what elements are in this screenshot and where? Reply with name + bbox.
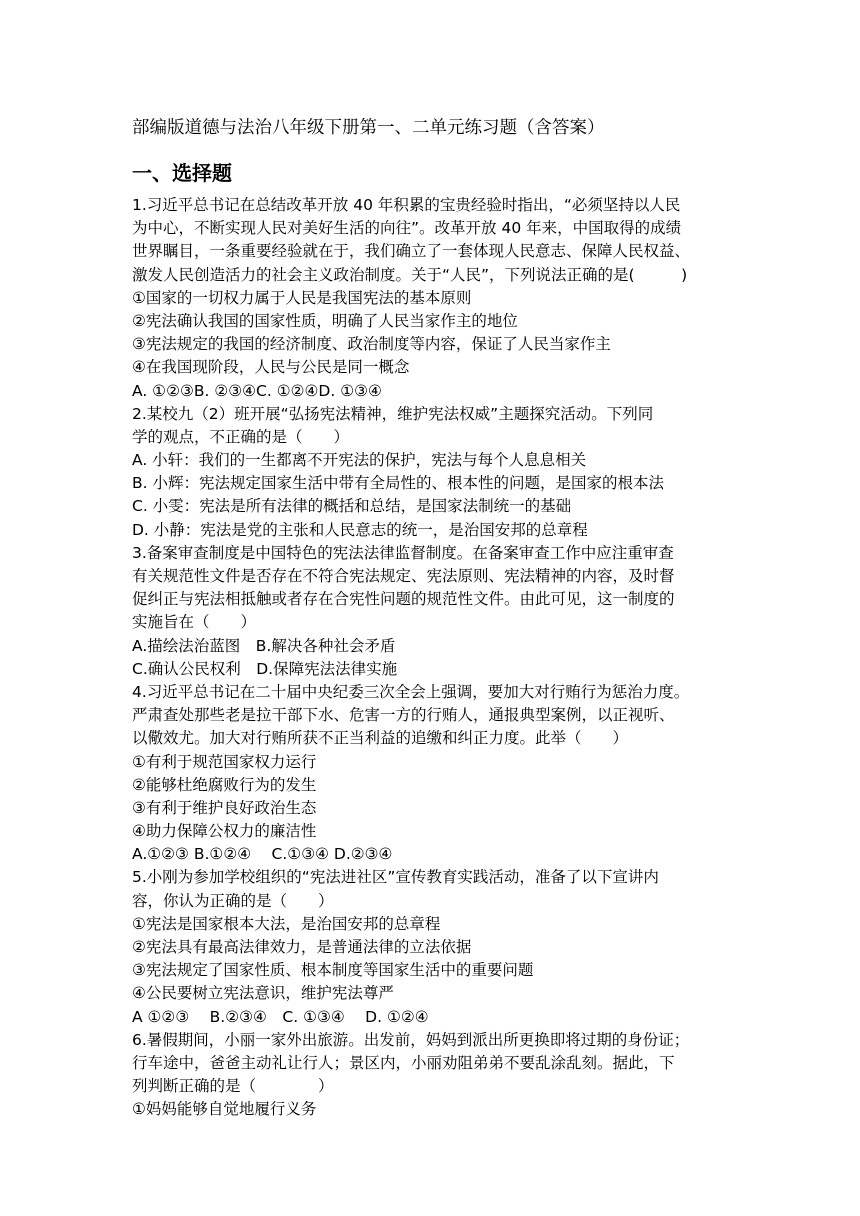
text-line: A.描绘法治蓝图 B.解决各种社会矛盾	[132, 636, 396, 655]
text-line: 容，你认为正确的是（ ）	[132, 891, 334, 910]
question-body	[132, 194, 732, 1122]
text-line: C. 小雯：宪法是所有法律的概括和总结，是国家法制统一的基础	[132, 497, 572, 516]
text-line: ④在我国现阶段，人民与公民是同一概念	[132, 358, 410, 377]
text-line: ①有利于规范国家权力运行	[132, 752, 317, 771]
text-line: ③宪法规定的我国的经济制度、政治制度等内容，保证了人民当家作主	[132, 335, 611, 354]
text-line: A. ①②③B. ②③④C. ①②④D. ①③④	[132, 381, 382, 400]
document-title: 部编版道德与法治八年级下册第一、二单元练习题（含答案）	[132, 118, 605, 138]
text-line: 严肃查处那些老是拉干部下水、危害一方的行贿人，通报典型案例，以正视听、	[132, 706, 675, 725]
text-line: ④助力保障公权力的廉洁性	[132, 822, 317, 841]
section-heading: 一、选择题	[132, 161, 232, 185]
text-line: ④公民要树立宪法意识，维护宪法尊严	[132, 984, 394, 1003]
text-line: 6.暑假期间，小丽一家外出旅游。出发前，妈妈到派出所更换即将过期的身份证；	[132, 1030, 690, 1049]
text-line: 实施旨在（ ）	[132, 613, 257, 632]
text-line: ①宪法是国家根本大法，是治国安邦的总章程	[132, 914, 441, 933]
text-line: 3.备案审查制度是中国特色的宪法法律监督制度。在备案审查工作中应注重审查	[132, 543, 674, 562]
text-line: ③有利于维护良好政治生态	[132, 798, 317, 817]
text-line: ②宪法具有最高法律效力，是普通法律的立法依据	[132, 938, 472, 956]
text-line: 世界瞩目，一条重要经验就在于，我们确立了一套体现人民意志、保障人民权益、	[132, 242, 691, 261]
text-line: A.①②③ B.①②④ C.①③④ D.②③④	[132, 845, 393, 864]
text-line: 促纠正与宪法相抵触或者存在合宪性问题的规范性文件。由此可见，这一制度的	[132, 590, 675, 609]
text-line: ②宪法确认我国的国家性质，明确了人民当家作主的地位	[132, 311, 518, 330]
text-line: 行车途中，爸爸主动礼让行人；景区内，小丽劝阻弟弟不要乱涂乱刻。据此，下	[132, 1053, 675, 1072]
text-line: 2.某校九（2）班开展“弘扬宪法精神，维护宪法权威”主题探究活动。下列同	[132, 404, 654, 423]
text-line: ①国家的一切权力属于人民是我国宪法的基本原则	[132, 288, 472, 307]
text-line: D. 小静：宪法是党的主张和人民意志的统一，是治国安邦的总章程	[132, 520, 588, 539]
text-line: 学的观点，不正确的是（ ）	[132, 427, 350, 446]
text-line: 以儆效尤。加大对行贿所获不正当利益的追缴和纠正力度。此举（ ）	[132, 729, 629, 748]
text-line: B. 小辉：宪法规定国家生活中带有全局性的、根本性的问题，是国家的根本法	[132, 474, 664, 493]
text-line: ②能够杜绝腐败行为的发生	[132, 775, 317, 794]
text-line: 1.习近平总书记在总结改革开放 40 年积累的宝贵经验时指出，“必须坚持以人民	[132, 196, 681, 214]
text-line: 为中心，不断实现人民对美好生活的向往”。改革开放 40 年来，中国取得的成绩	[132, 219, 682, 238]
text-line: ①妈妈能够自觉地履行义务	[132, 1100, 317, 1119]
text-line: A ①②③ B.②③④ C. ①③④ D. ①②④	[132, 1007, 429, 1026]
text-line: ③宪法规定了国家性质、根本制度等国家生活中的重要问题	[132, 961, 534, 980]
text-line: C.确认公民权利 D.保障宪法法律实施	[132, 659, 398, 678]
text-line: 有关规范性文件是否存在不符合宪法规定、宪法原则、宪法精神的内容，及时督	[132, 567, 675, 585]
text-line: 5.小刚为参加学校组织的“宪法进社区”宣传教育实践活动，准备了以下宣讲内	[132, 868, 659, 887]
text-line: 激发人民创造活力的社会主义政治制度。关于“人民”，下列说法正确的是( )	[132, 265, 688, 284]
text-line: A. 小轩：我们的一生都离不开宪法的保护，宪法与每个人息息相关	[132, 451, 587, 470]
text-line: 列判断正确的是（ ）	[132, 1077, 334, 1096]
text-line: 4.习近平总书记在二十届中央纪委三次全会上强调，要加大对行贿行为惩治力度。	[132, 682, 690, 701]
